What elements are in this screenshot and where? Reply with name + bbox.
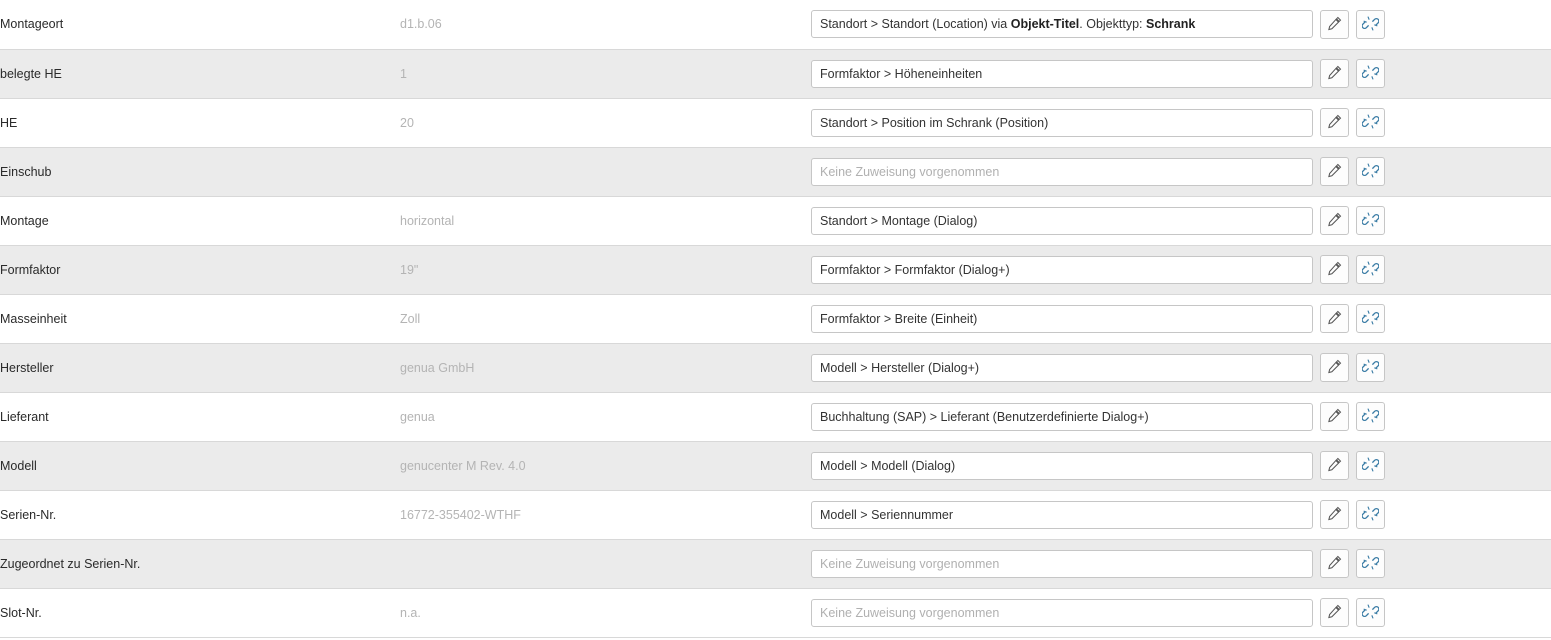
attribute-value: genua — [400, 392, 800, 441]
pencil-icon — [1327, 261, 1342, 276]
mapping-cell — [800, 392, 1320, 441]
reset-mapping-button[interactable] — [1356, 402, 1385, 431]
attribute-value — [400, 147, 800, 196]
edit-mapping-button[interactable] — [1320, 500, 1349, 529]
pencil-icon — [1327, 506, 1342, 521]
table-row — [0, 392, 1551, 441]
reset-mapping-button[interactable] — [1356, 157, 1385, 186]
table-row — [0, 49, 1551, 98]
unlink-icon — [1362, 603, 1379, 620]
row-actions — [1320, 49, 1551, 98]
attribute-label: Lieferant — [0, 392, 400, 441]
row-actions — [1320, 0, 1551, 49]
reset-mapping-button[interactable] — [1356, 108, 1385, 137]
pencil-icon — [1327, 65, 1342, 80]
mapping-field[interactable]: Modell > Seriennummer — [811, 501, 1313, 529]
attribute-value: n.a. — [400, 588, 800, 637]
attribute-label: Montageort — [0, 0, 400, 49]
pencil-icon — [1327, 408, 1342, 423]
attribute-label: HE — [0, 98, 400, 147]
reset-mapping-button[interactable] — [1356, 59, 1385, 88]
edit-mapping-button[interactable] — [1320, 402, 1349, 431]
attribute-value: 20 — [400, 98, 800, 147]
row-actions — [1320, 294, 1551, 343]
row-actions — [1320, 588, 1551, 637]
mapping-field[interactable]: Standort > Position im Schrank (Position) — [811, 109, 1313, 137]
mapping-cell — [800, 196, 1320, 245]
attribute-label: belegte HE — [0, 49, 400, 98]
row-actions — [1320, 98, 1551, 147]
reset-mapping-button[interactable] — [1356, 10, 1385, 39]
attribute-label: Einschub — [0, 147, 400, 196]
unlink-icon — [1362, 113, 1379, 130]
table-row — [0, 98, 1551, 147]
mapping-cell — [800, 490, 1320, 539]
mapping-cell — [800, 147, 1320, 196]
edit-mapping-button[interactable] — [1320, 549, 1349, 578]
unlink-icon — [1362, 407, 1379, 424]
attribute-value — [400, 539, 800, 588]
mapping-field[interactable]: Modell > Hersteller (Dialog+) — [811, 354, 1313, 382]
reset-mapping-button[interactable] — [1356, 598, 1385, 627]
mapping-cell — [800, 49, 1320, 98]
reset-mapping-button[interactable] — [1356, 304, 1385, 333]
attribute-label: Zugeordnet zu Serien-Nr. — [0, 539, 400, 588]
unlink-icon — [1362, 211, 1379, 228]
reset-mapping-button[interactable] — [1356, 549, 1385, 578]
attribute-label: Montage — [0, 196, 400, 245]
attribute-value: d1.b.06 — [400, 0, 800, 49]
mapping-field[interactable]: Modell > Modell (Dialog) — [811, 452, 1313, 480]
edit-mapping-button[interactable] — [1320, 598, 1349, 627]
edit-mapping-button[interactable] — [1320, 59, 1349, 88]
mapping-field[interactable]: Standort > Montage (Dialog) — [811, 207, 1313, 235]
pencil-icon — [1327, 212, 1342, 227]
reset-mapping-button[interactable] — [1356, 255, 1385, 284]
table-row — [0, 588, 1551, 637]
reset-mapping-button[interactable] — [1356, 500, 1385, 529]
attribute-label: Modell — [0, 441, 400, 490]
attribute-value: Zoll — [400, 294, 800, 343]
mapping-field[interactable]: Standort > Standort (Location) via Objekt-Titel. Objekttyp: Schrank — [811, 10, 1313, 38]
reset-mapping-button[interactable] — [1356, 206, 1385, 235]
pencil-icon — [1327, 359, 1342, 374]
pencil-icon — [1327, 555, 1342, 570]
table-row — [0, 441, 1551, 490]
edit-mapping-button[interactable] — [1320, 157, 1349, 186]
edit-mapping-button[interactable] — [1320, 10, 1349, 39]
attribute-label: Slot-Nr. — [0, 588, 400, 637]
row-actions — [1320, 539, 1551, 588]
edit-mapping-button[interactable] — [1320, 255, 1349, 284]
unlink-icon — [1362, 309, 1379, 326]
attribute-value: horizontal — [400, 196, 800, 245]
edit-mapping-button[interactable] — [1320, 353, 1349, 382]
mapping-cell — [800, 98, 1320, 147]
pencil-icon — [1327, 114, 1342, 129]
table-row — [0, 0, 1551, 49]
mapping-cell — [800, 441, 1320, 490]
mapping-field[interactable]: Buchhaltung (SAP) > Lieferant (Benutzerdefinierte Dialog+) — [811, 403, 1313, 431]
edit-mapping-button[interactable] — [1320, 304, 1349, 333]
pencil-icon — [1327, 163, 1342, 178]
row-actions — [1320, 490, 1551, 539]
row-actions — [1320, 441, 1551, 490]
attribute-value: 16772-355402-WTHF — [400, 490, 800, 539]
unlink-icon — [1362, 64, 1379, 81]
unlink-icon — [1362, 358, 1379, 375]
reset-mapping-button[interactable] — [1356, 353, 1385, 382]
mapping-field[interactable]: Formfaktor > Höheneinheiten — [811, 60, 1313, 88]
pencil-icon — [1327, 310, 1342, 325]
mapping-field[interactable]: Keine Zuweisung vorgenommen — [811, 599, 1313, 627]
table-row — [0, 294, 1551, 343]
table-row — [0, 343, 1551, 392]
unlink-icon — [1362, 260, 1379, 277]
mapping-cell — [800, 588, 1320, 637]
row-actions — [1320, 245, 1551, 294]
attribute-label: Serien-Nr. — [0, 490, 400, 539]
mapping-cell — [800, 294, 1320, 343]
unlink-icon — [1362, 554, 1379, 571]
edit-mapping-button[interactable] — [1320, 206, 1349, 235]
attribute-label: Masseinheit — [0, 294, 400, 343]
unlink-icon — [1362, 15, 1379, 32]
attribute-value: 19" — [400, 245, 800, 294]
mapping-field[interactable]: Keine Zuweisung vorgenommen — [811, 550, 1313, 578]
row-actions — [1320, 147, 1551, 196]
attribute-label: Formfaktor — [0, 245, 400, 294]
pencil-icon — [1327, 457, 1342, 472]
row-actions — [1320, 392, 1551, 441]
mapping-cell — [800, 0, 1320, 49]
table-row — [0, 245, 1551, 294]
mapping-field[interactable]: Keine Zuweisung vorgenommen — [811, 158, 1313, 186]
reset-mapping-button[interactable] — [1356, 451, 1385, 480]
unlink-icon — [1362, 456, 1379, 473]
edit-mapping-button[interactable] — [1320, 451, 1349, 480]
pencil-icon — [1327, 604, 1342, 619]
attribute-label: Hersteller — [0, 343, 400, 392]
mapping-field[interactable]: Formfaktor > Breite (Einheit) — [811, 305, 1313, 333]
unlink-icon — [1362, 505, 1379, 522]
mapping-cell — [800, 539, 1320, 588]
table-row — [0, 147, 1551, 196]
unlink-icon — [1362, 162, 1379, 179]
table-row — [0, 196, 1551, 245]
mapping-cell — [800, 245, 1320, 294]
row-actions — [1320, 196, 1551, 245]
pencil-icon — [1327, 16, 1342, 31]
edit-mapping-button[interactable] — [1320, 108, 1349, 137]
mapping-field[interactable]: Formfaktor > Formfaktor (Dialog+) — [811, 256, 1313, 284]
attribute-value: genucenter M Rev. 4.0 — [400, 441, 800, 490]
table-row — [0, 539, 1551, 588]
attribute-value: 1 — [400, 49, 800, 98]
table-row — [0, 490, 1551, 539]
mapping-cell — [800, 343, 1320, 392]
row-actions — [1320, 343, 1551, 392]
attribute-value: genua GmbH — [400, 343, 800, 392]
